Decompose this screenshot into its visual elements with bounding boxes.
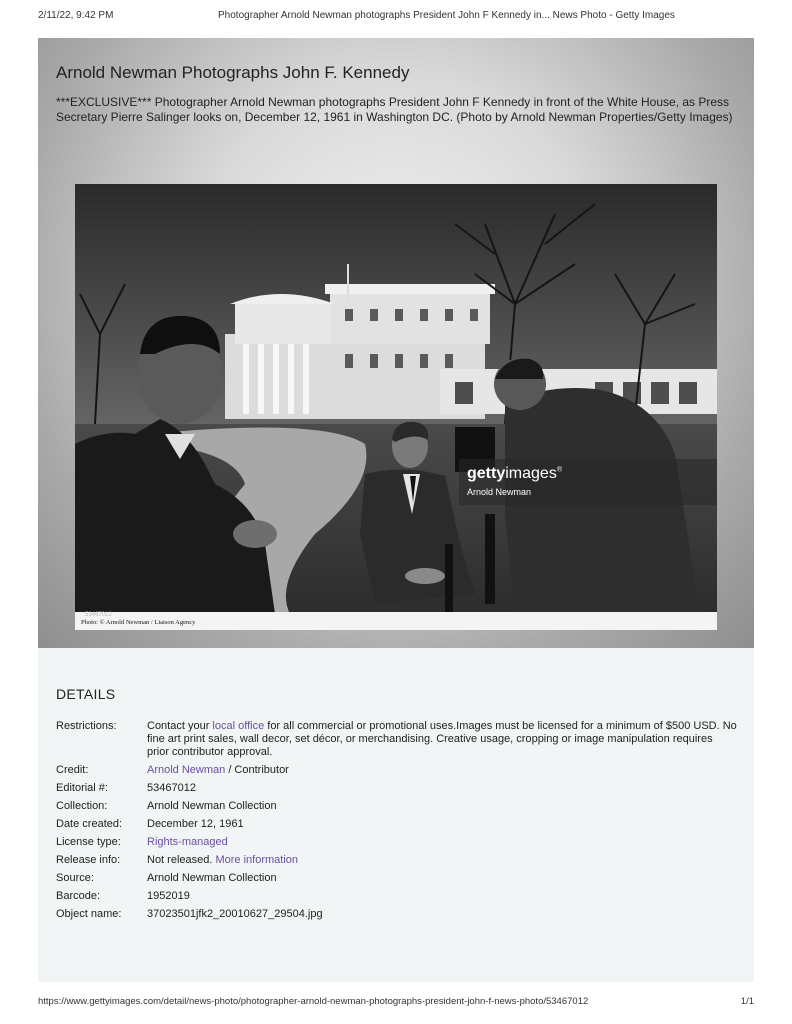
barcode-value: 1952019 [147,890,190,902]
object-name-value: 37023501jfk2_20010627_29504.jpg [147,908,323,920]
date-created-value: December 12, 1961 [147,818,244,830]
release-info-label: Release info: [56,854,121,866]
restrictions-label: Restrictions: [56,720,117,732]
print-page-title: Photographer Arnold Newman photographs President John F Kennedy in... News Photo - Getty Images [218,10,675,21]
collection-label: Collection: [56,800,108,812]
source-value: Arnold Newman Collection [147,872,277,884]
more-information-link[interactable]: More information [215,854,299,866]
watermark-artist: Arnold Newman [467,487,532,497]
date-created-label: Date created: [56,818,123,830]
release-info-value [147,854,737,867]
credit-suffix: / Contributor [225,764,289,776]
photo-credit-id: 53467012 [85,612,112,618]
local-office-link[interactable]: local office [212,720,265,732]
print-footer [38,996,754,1016]
editorial-label: Editorial #: [56,782,108,794]
collection-value: Arnold Newman Collection [147,800,277,812]
page-url: https://www.gettyimages.com/detail/news-photo/photographer-arnold-newman-photographs-president-john-f-news-photo/53467012 [38,996,589,1007]
getty-logo-bold: getty [467,465,506,482]
restrictions-value [147,720,737,759]
restrictions-text-post: for all commercial or promotional uses.Images must be licensed for a minimum of $500 USD. No fine art print sales, wall decor, set décor, or merchandising. Creative usage, cropping or image manipulation requires prior contributor approval. [147,720,737,758]
image-title: Arnold Newman Photographs John F. Kennedy [56,63,410,82]
photo-credit: Photo: © Arnold Newman / Liaison Agency [81,619,196,626]
hero-section [38,38,754,648]
credit-value [147,764,737,777]
rights-managed-link[interactable]: Rights-managed [147,836,228,848]
news-photo[interactable] [75,184,717,630]
details-section [38,648,754,982]
object-name-label: Object name: [56,908,122,920]
getty-logo-rest: images [505,465,557,482]
barcode-label: Barcode: [56,890,101,902]
page-number: 1/1 [740,996,754,1007]
photo-illustration [75,184,717,630]
image-caption: ***EXCLUSIVE*** Photographer Arnold Newman photographs President John F Kennedy in front of the White House, as Press Secretary Pierre Salinger looks on, December 12, 1961 in Washington DC. (Photo by Arnold Newman Properties/Getty Images) [56,95,733,124]
print-timestamp: 2/11/22, 9:42 PM [38,10,114,21]
license-type-label: License type: [56,836,121,848]
getty-watermark [459,459,717,505]
credit-artist-link[interactable]: Arnold Newman [147,764,226,776]
details-heading: DETAILS [56,686,116,702]
release-info-text: Not released. [147,854,216,866]
source-label: Source: [56,872,94,884]
getty-logo [467,465,562,483]
print-header [38,10,754,30]
restrictions-text-pre: Contact your [147,720,213,732]
getty-logo-trademark: ® [556,466,562,474]
credit-label: Credit: [56,764,89,776]
editorial-value: 53467012 [147,782,196,794]
